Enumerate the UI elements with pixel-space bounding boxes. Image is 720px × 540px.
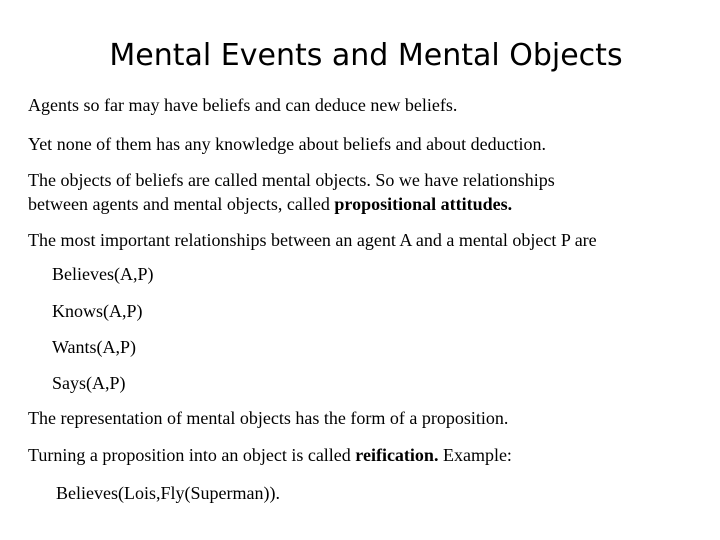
slide-title: Mental Events and Mental Objects	[109, 38, 623, 73]
reification-text-suffix: Example:	[438, 445, 512, 465]
example-believes-lois: Believes(Lois,Fly(Superman)).	[56, 483, 280, 503]
propositional-attitudes-term: propositional attitudes.	[334, 194, 513, 214]
relation-believes: Believes(A,P)	[52, 264, 154, 284]
relation-wants: Wants(A,P)	[52, 337, 137, 357]
paragraph-representation: The representation of mental objects has the form of a proposition.	[28, 408, 509, 428]
paragraph-mental-objects-line1: The objects of beliefs are called mental objects. So we have relationships	[28, 170, 555, 190]
reification-text-prefix: Turning a proposition into an object is called	[28, 445, 356, 465]
paragraph-mental-objects-line2	[28, 192, 512, 216]
reification-term: reification.	[355, 445, 439, 465]
relation-knows: Knows(A,P)	[52, 301, 143, 321]
paragraph-reification	[28, 443, 512, 467]
paragraph-no-knowledge: Yet none of them has any knowledge about beliefs and about deduction.	[28, 134, 547, 154]
relation-says: Says(A,P)	[52, 373, 126, 393]
paragraph-agents-beliefs: Agents so far may have beliefs and can deduce new beliefs.	[28, 95, 458, 115]
paragraph-relationships: The most important relationships between an agent A and a mental object P are	[28, 230, 597, 250]
paragraph-mental-objects-text: between agents and mental objects, called	[28, 194, 335, 214]
